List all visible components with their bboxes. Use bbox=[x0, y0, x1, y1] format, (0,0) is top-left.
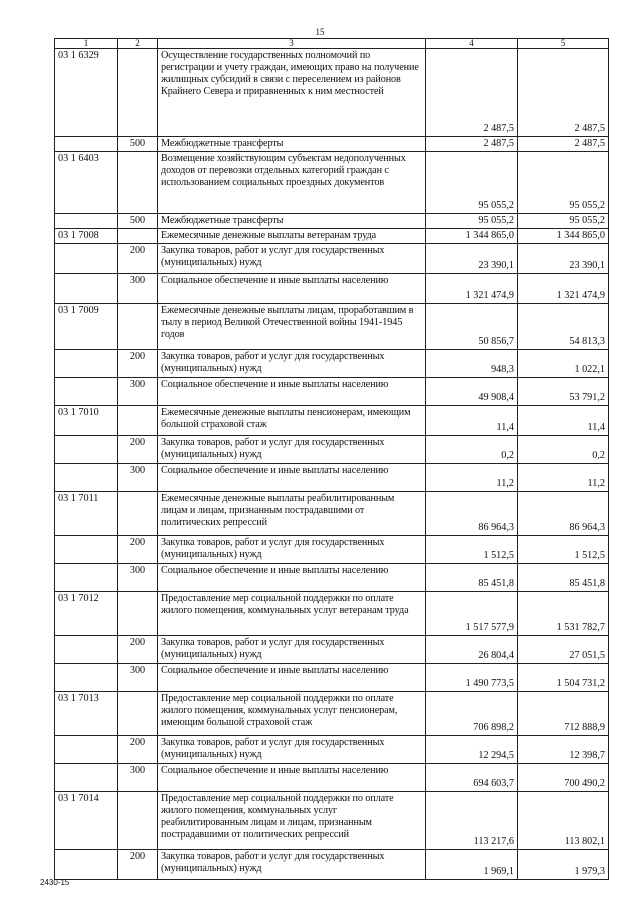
table-row bbox=[55, 850, 609, 880]
header-cell-4: 4 bbox=[426, 39, 518, 49]
row-name-cell: Осуществление государственных полномочий по регистрации и учету граждан, имеющих право на получение жилищных субсидий в связи с переселением из районов Крайнего Севера и приравненных к ним местностей bbox=[158, 49, 426, 137]
table-row bbox=[55, 137, 609, 152]
row-code-cell: 03 1 7009 bbox=[55, 304, 118, 350]
row-amount-col4-cell: 1 321 474,9 bbox=[426, 274, 518, 304]
budget-table bbox=[54, 38, 609, 880]
table-row bbox=[55, 564, 609, 592]
row-code-cell bbox=[55, 350, 118, 378]
row-amount-col4-cell: 11,4 bbox=[426, 406, 518, 436]
row-amount-col5-cell: 1 504 731,2 bbox=[518, 664, 609, 692]
row-code-cell bbox=[55, 214, 118, 229]
row-amount-col4-cell: 1 490 773,5 bbox=[426, 664, 518, 692]
row-amount-col5-cell: 95 055,2 bbox=[518, 214, 609, 229]
row-name-cell: Предоставление мер социальной поддержки по оплате жилого помещения, коммунальных услуг ветеранам труда bbox=[158, 592, 426, 636]
row-amount-col5-cell: 113 802,1 bbox=[518, 792, 609, 850]
row-amount-col5-cell: 12 398,7 bbox=[518, 736, 609, 764]
table-row bbox=[55, 492, 609, 536]
table-row bbox=[55, 764, 609, 792]
row-amount-col4-cell: 706 898,2 bbox=[426, 692, 518, 736]
row-name-cell: Социальное обеспечение и иные выплаты населению bbox=[158, 274, 426, 304]
row-code-cell bbox=[55, 244, 118, 274]
row-expense-type-cell bbox=[118, 492, 158, 536]
row-expense-type-cell: 500 bbox=[118, 214, 158, 229]
row-expense-type-cell bbox=[118, 152, 158, 214]
table-row bbox=[55, 736, 609, 764]
row-amount-col4-cell: 948,3 bbox=[426, 350, 518, 378]
document-code: 2430-15 bbox=[40, 878, 70, 887]
row-amount-col5-cell: 1 979,3 bbox=[518, 850, 609, 880]
row-code-cell: 03 1 7011 bbox=[55, 492, 118, 536]
row-code-cell bbox=[55, 274, 118, 304]
row-amount-col4-cell: 1 969,1 bbox=[426, 850, 518, 880]
row-amount-col5-cell: 85 451,8 bbox=[518, 564, 609, 592]
row-code-cell bbox=[55, 378, 118, 406]
table-row bbox=[55, 274, 609, 304]
row-name-cell: Межбюджетные трансферты bbox=[158, 137, 426, 152]
row-amount-col4-cell: 1 344 865,0 bbox=[426, 229, 518, 244]
row-expense-type-cell: 200 bbox=[118, 436, 158, 464]
row-amount-col4-cell: 113 217,6 bbox=[426, 792, 518, 850]
row-amount-col4-cell: 0,2 bbox=[426, 436, 518, 464]
row-amount-col5-cell: 2 487,5 bbox=[518, 49, 609, 137]
row-code-cell bbox=[55, 850, 118, 880]
table-row bbox=[55, 664, 609, 692]
row-amount-col4-cell: 86 964,3 bbox=[426, 492, 518, 536]
table-row bbox=[55, 536, 609, 564]
header-cell-5: 5 bbox=[518, 39, 609, 49]
table-row bbox=[55, 636, 609, 664]
row-name-cell: Возмещение хозяйствующим субъектам недополученных доходов от перевозки отдельных категорий граждан с использованием социальных проездных документов bbox=[158, 152, 426, 214]
row-amount-col5-cell: 700 490,2 bbox=[518, 764, 609, 792]
row-expense-type-cell: 200 bbox=[118, 350, 158, 378]
row-expense-type-cell bbox=[118, 692, 158, 736]
row-expense-type-cell: 200 bbox=[118, 244, 158, 274]
row-expense-type-cell: 500 bbox=[118, 137, 158, 152]
row-name-cell: Предоставление мер социальной поддержки по оплате жилого помещения, коммунальных услуг пенсионерам, имеющим большой страховой стаж bbox=[158, 692, 426, 736]
row-amount-col4-cell: 11,2 bbox=[426, 464, 518, 492]
page-number: 15 bbox=[315, 27, 325, 37]
row-code-cell bbox=[55, 137, 118, 152]
row-amount-col5-cell: 2 487,5 bbox=[518, 137, 609, 152]
row-name-cell: Закупка товаров, работ и услуг для государственных (муниципальных) нужд bbox=[158, 244, 426, 274]
row-amount-col4-cell: 85 451,8 bbox=[426, 564, 518, 592]
table-row bbox=[55, 406, 609, 436]
row-amount-col4-cell: 49 908,4 bbox=[426, 378, 518, 406]
row-expense-type-cell bbox=[118, 49, 158, 137]
row-amount-col5-cell: 1 512,5 bbox=[518, 536, 609, 564]
row-amount-col5-cell: 0,2 bbox=[518, 436, 609, 464]
table-row bbox=[55, 304, 609, 350]
row-amount-col5-cell: 95 055,2 bbox=[518, 152, 609, 214]
row-name-cell: Социальное обеспечение и иные выплаты населению bbox=[158, 664, 426, 692]
row-name-cell: Социальное обеспечение и иные выплаты населению bbox=[158, 564, 426, 592]
row-expense-type-cell: 300 bbox=[118, 378, 158, 406]
row-code-cell: 03 1 6403 bbox=[55, 152, 118, 214]
row-expense-type-cell bbox=[118, 406, 158, 436]
row-expense-type-cell: 200 bbox=[118, 636, 158, 664]
row-expense-type-cell bbox=[118, 304, 158, 350]
row-amount-col5-cell: 23 390,1 bbox=[518, 244, 609, 274]
row-amount-col5-cell: 27 051,5 bbox=[518, 636, 609, 664]
table-row bbox=[55, 152, 609, 214]
row-code-cell bbox=[55, 564, 118, 592]
row-amount-col4-cell: 95 055,2 bbox=[426, 152, 518, 214]
row-name-cell: Закупка товаров, работ и услуг для государственных (муниципальных) нужд bbox=[158, 850, 426, 880]
row-expense-type-cell: 300 bbox=[118, 664, 158, 692]
row-code-cell: 03 1 7012 bbox=[55, 592, 118, 636]
row-name-cell: Социальное обеспечение и иные выплаты населению bbox=[158, 764, 426, 792]
table-row bbox=[55, 436, 609, 464]
table-row bbox=[55, 244, 609, 274]
row-name-cell: Закупка товаров, работ и услуг для государственных (муниципальных) нужд bbox=[158, 536, 426, 564]
row-expense-type-cell: 200 bbox=[118, 850, 158, 880]
row-amount-col4-cell: 23 390,1 bbox=[426, 244, 518, 274]
row-code-cell: 03 1 7008 bbox=[55, 229, 118, 244]
row-name-cell: Предоставление мер социальной поддержки по оплате жилого помещения, коммунальных услуг реабилитированным лицам и лицам, признанным пострадавшими от политических репрессий bbox=[158, 792, 426, 850]
row-amount-col5-cell: 1 321 474,9 bbox=[518, 274, 609, 304]
row-amount-col5-cell: 86 964,3 bbox=[518, 492, 609, 536]
row-name-cell: Социальное обеспечение и иные выплаты населению bbox=[158, 464, 426, 492]
row-expense-type-cell: 300 bbox=[118, 274, 158, 304]
row-name-cell: Закупка товаров, работ и услуг для государственных (муниципальных) нужд bbox=[158, 636, 426, 664]
table-row bbox=[55, 378, 609, 406]
row-amount-col5-cell: 712 888,9 bbox=[518, 692, 609, 736]
row-name-cell: Закупка товаров, работ и услуг для государственных (муниципальных) нужд bbox=[158, 436, 426, 464]
row-amount-col5-cell: 11,2 bbox=[518, 464, 609, 492]
row-name-cell: Социальное обеспечение и иные выплаты населению bbox=[158, 378, 426, 406]
row-code-cell bbox=[55, 664, 118, 692]
row-name-cell: Ежемесячные денежные выплаты лицам, проработавшим в тылу в период Великой Отечественной войны 1941-1945 годов bbox=[158, 304, 426, 350]
row-code-cell: 03 1 7014 bbox=[55, 792, 118, 850]
row-amount-col4-cell: 2 487,5 bbox=[426, 137, 518, 152]
row-name-cell: Ежемесячные денежные выплаты ветеранам труда bbox=[158, 229, 426, 244]
row-name-cell: Ежемесячные денежные выплаты пенсионерам, имеющим большой страховой стаж bbox=[158, 406, 426, 436]
row-code-cell: 03 1 7010 bbox=[55, 406, 118, 436]
row-name-cell: Закупка товаров, работ и услуг для государственных (муниципальных) нужд bbox=[158, 736, 426, 764]
row-amount-col5-cell: 1 344 865,0 bbox=[518, 229, 609, 244]
row-name-cell: Закупка товаров, работ и услуг для государственных (муниципальных) нужд bbox=[158, 350, 426, 378]
row-amount-col4-cell: 12 294,5 bbox=[426, 736, 518, 764]
row-expense-type-cell bbox=[118, 792, 158, 850]
table-row bbox=[55, 692, 609, 736]
table-row bbox=[55, 49, 609, 137]
row-amount-col4-cell: 50 856,7 bbox=[426, 304, 518, 350]
row-code-cell bbox=[55, 436, 118, 464]
row-expense-type-cell: 300 bbox=[118, 464, 158, 492]
row-amount-col4-cell: 694 603,7 bbox=[426, 764, 518, 792]
row-amount-col5-cell: 11,4 bbox=[518, 406, 609, 436]
row-amount-col4-cell: 95 055,2 bbox=[426, 214, 518, 229]
header-cell-3: 3 bbox=[158, 39, 426, 49]
row-code-cell bbox=[55, 536, 118, 564]
row-code-cell bbox=[55, 764, 118, 792]
row-name-cell: Межбюджетные трансферты bbox=[158, 214, 426, 229]
row-expense-type-cell: 300 bbox=[118, 764, 158, 792]
row-expense-type-cell: 200 bbox=[118, 536, 158, 564]
row-amount-col5-cell: 53 791,2 bbox=[518, 378, 609, 406]
table-row bbox=[55, 229, 609, 244]
table-row bbox=[55, 464, 609, 492]
row-amount-col4-cell: 1 517 577,9 bbox=[426, 592, 518, 636]
row-code-cell bbox=[55, 736, 118, 764]
row-code-cell: 03 1 7013 bbox=[55, 692, 118, 736]
row-amount-col4-cell: 1 512,5 bbox=[426, 536, 518, 564]
row-amount-col5-cell: 1 022,1 bbox=[518, 350, 609, 378]
table-row bbox=[55, 792, 609, 850]
row-expense-type-cell bbox=[118, 592, 158, 636]
row-name-cell: Ежемесячные денежные выплаты реабилитированным лицам и лицам, признанным пострадавшими от политических репрессий bbox=[158, 492, 426, 536]
row-code-cell: 03 1 6329 bbox=[55, 49, 118, 137]
header-row bbox=[55, 39, 609, 49]
row-amount-col5-cell: 1 531 782,7 bbox=[518, 592, 609, 636]
row-expense-type-cell: 200 bbox=[118, 736, 158, 764]
table-row bbox=[55, 592, 609, 636]
table-row bbox=[55, 350, 609, 378]
header-cell-1: 1 bbox=[55, 39, 118, 49]
row-amount-col4-cell: 2 487,5 bbox=[426, 49, 518, 137]
row-expense-type-cell bbox=[118, 229, 158, 244]
row-amount-col5-cell: 54 813,3 bbox=[518, 304, 609, 350]
header-cell-2: 2 bbox=[118, 39, 158, 49]
row-amount-col4-cell: 26 804,4 bbox=[426, 636, 518, 664]
row-code-cell bbox=[55, 636, 118, 664]
row-expense-type-cell: 300 bbox=[118, 564, 158, 592]
row-code-cell bbox=[55, 464, 118, 492]
table-row bbox=[55, 214, 609, 229]
